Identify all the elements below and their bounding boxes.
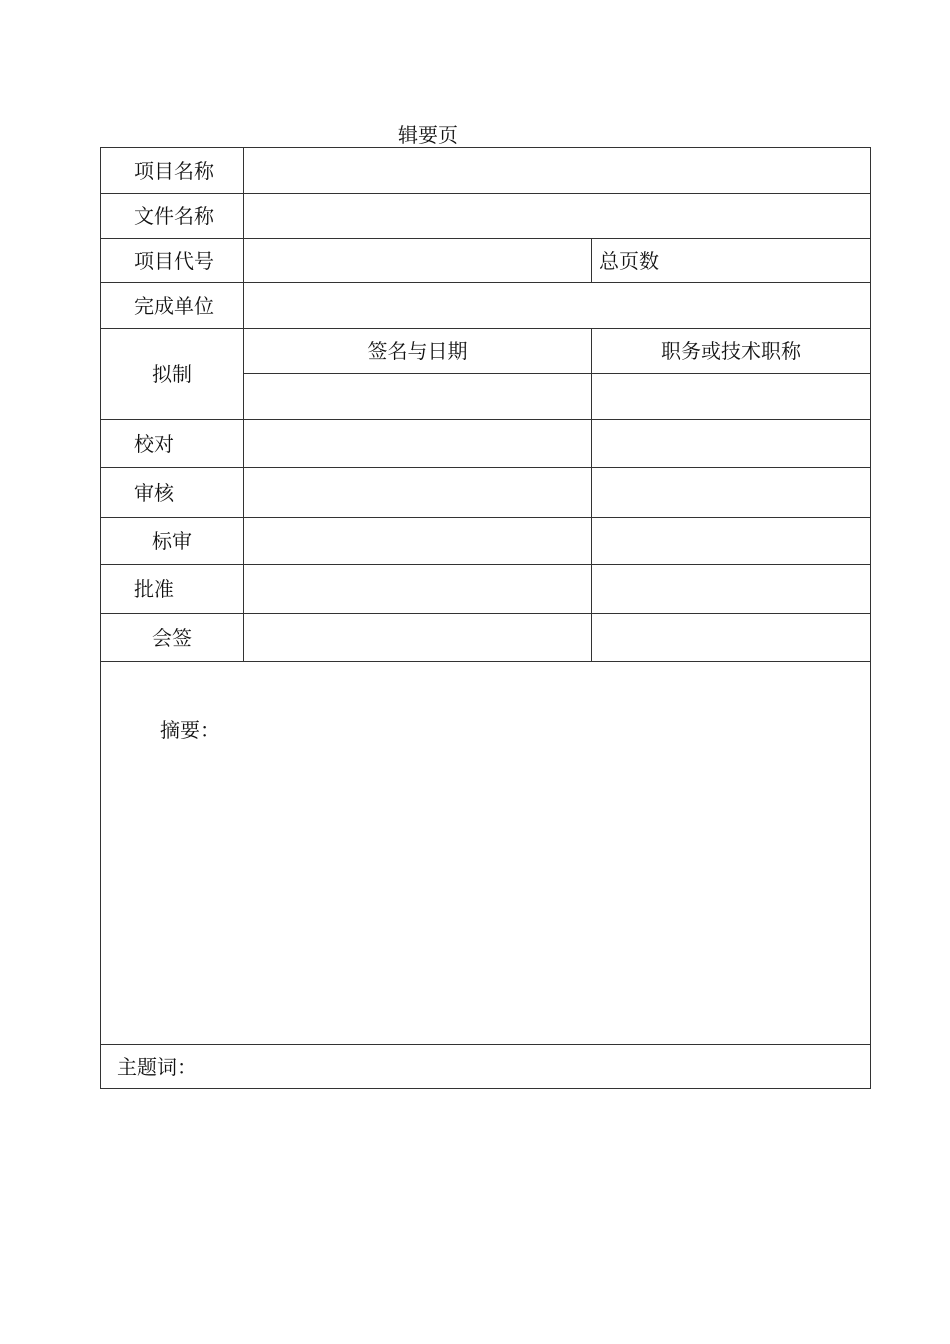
row-drafted-header: [101, 329, 871, 374]
completed-by-label: 完成单位: [101, 283, 244, 329]
approve-position-field[interactable]: [592, 565, 871, 614]
row-project-name: [101, 148, 871, 194]
countersign-signature-field[interactable]: [244, 614, 592, 662]
drafted-position-field[interactable]: [592, 374, 871, 420]
keywords-field[interactable]: [101, 1045, 871, 1089]
abstract-field[interactable]: [101, 662, 871, 1045]
proofread-signature-field[interactable]: [244, 420, 592, 468]
review-label: 审核: [101, 468, 244, 518]
countersign-label: 会签: [101, 614, 244, 662]
keywords-label: 主题词：: [117, 1054, 197, 1079]
standard-review-position-field[interactable]: [592, 518, 871, 565]
proofread-label: 校对: [101, 420, 244, 468]
project-name-label: 项目名称: [101, 148, 244, 194]
row-countersign: [101, 614, 871, 662]
proofread-position-field[interactable]: [592, 420, 871, 468]
standard-review-signature-field[interactable]: [244, 518, 592, 565]
row-approve: [101, 565, 871, 614]
row-standard-review: [101, 518, 871, 565]
signature-date-header: 签名与日期: [244, 329, 592, 374]
drafted-label: 拟制: [101, 329, 244, 420]
row-review: [101, 468, 871, 518]
row-keywords: [101, 1045, 871, 1089]
file-name-field[interactable]: [244, 194, 871, 239]
review-position-field[interactable]: [592, 468, 871, 518]
project-code-label: 项目代号: [101, 239, 244, 283]
summary-form-table: [100, 147, 871, 1089]
total-pages-label: 总页数: [592, 239, 871, 283]
standard-review-label: 标审: [101, 518, 244, 565]
project-name-field[interactable]: [244, 148, 871, 194]
row-abstract: [101, 662, 871, 1045]
completed-by-field[interactable]: [244, 283, 871, 329]
document-title: 辑要页: [398, 123, 458, 147]
drafted-signature-field[interactable]: [244, 374, 592, 420]
row-proofread: [101, 420, 871, 468]
file-name-label: 文件名称: [101, 194, 244, 239]
row-project-code: [101, 239, 871, 283]
project-code-field[interactable]: [244, 239, 592, 283]
approve-signature-field[interactable]: [244, 565, 592, 614]
row-completed-by: [101, 283, 871, 329]
row-file-name: [101, 194, 871, 239]
approve-label: 批准: [101, 565, 244, 614]
review-signature-field[interactable]: [244, 468, 592, 518]
countersign-position-field[interactable]: [592, 614, 871, 662]
abstract-label: 摘要：: [160, 718, 220, 742]
position-title-header: 职务或技术职称: [592, 329, 871, 374]
